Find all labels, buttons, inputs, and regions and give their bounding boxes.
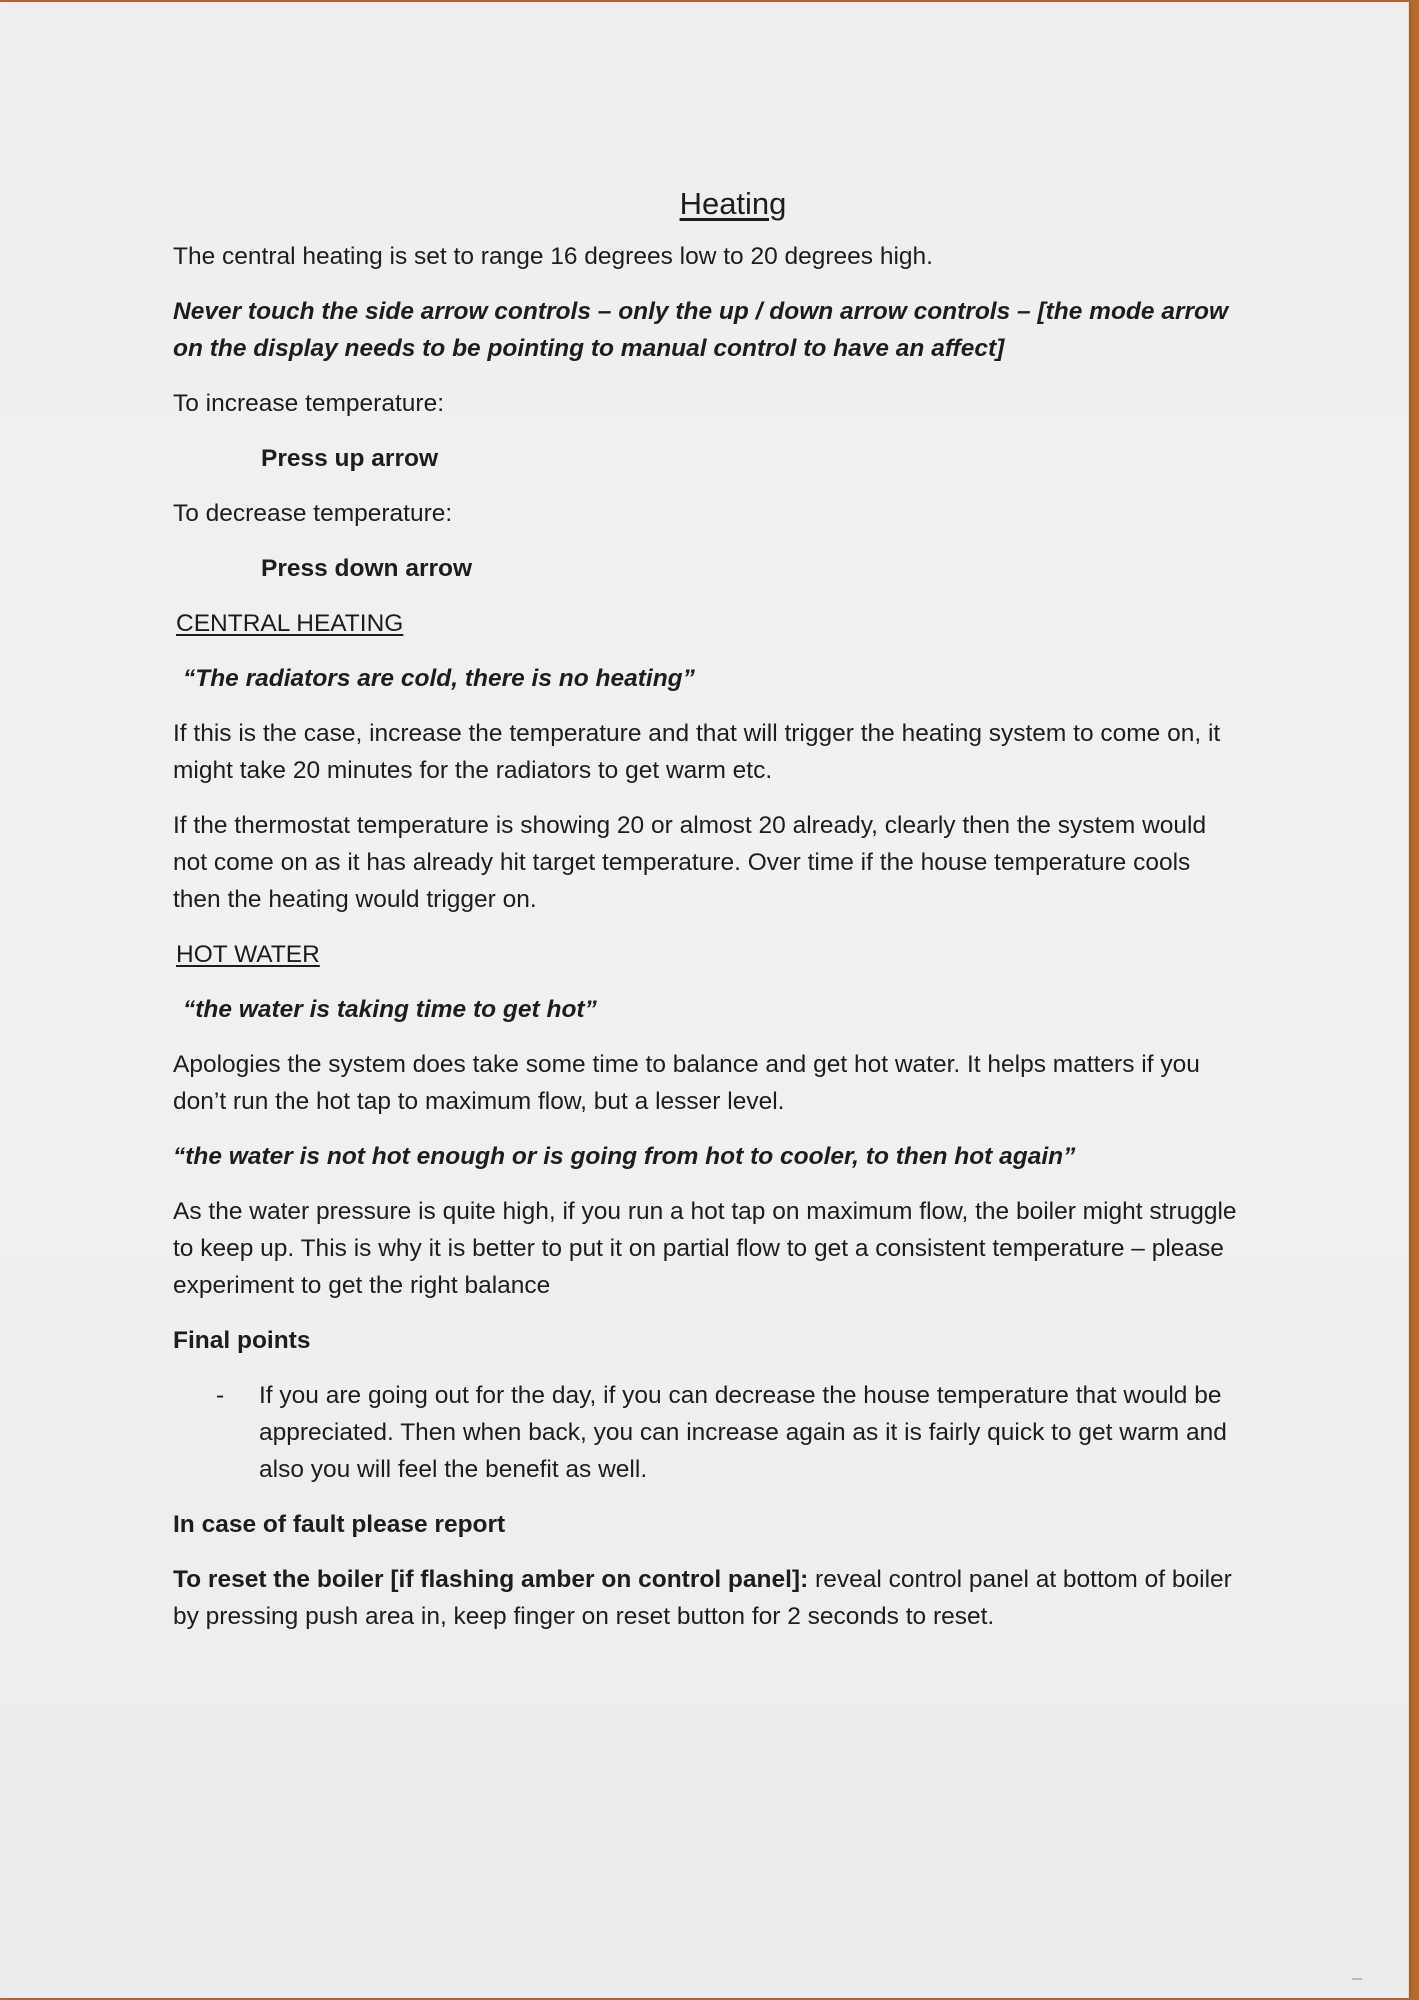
- decrease-label: To decrease temperature:: [173, 500, 453, 527]
- bullet-text: If you are going out for the day, if you can decrease the house temperature that would be appreciated. Then when back, you can increase again as it is fairly quick to get warm and also you will feel the benefit as well.: [259, 1382, 1227, 1483]
- increase-label: To increase temperature:: [173, 390, 444, 417]
- hot-water-heading: HOT WATER: [176, 941, 320, 968]
- final-points-bullet: [173, 1377, 1243, 1488]
- final-points-heading: Final points: [173, 1327, 311, 1354]
- intro-text: The central heating is set to range 16 degrees low to 20 degrees high.: [173, 243, 933, 270]
- central-heating-quote: “The radiators are cold, there is no heating”: [183, 665, 695, 692]
- central-heating-heading: CENTRAL HEATING: [176, 610, 404, 637]
- hot-water-para-1: Apologies the system does take some time to balance and get hot water. It helps matters if you don’t run the hot tap to maximum flow, but a lesser level.: [173, 1051, 1200, 1115]
- warning-text: Never touch the side arrow controls – only the up / down arrow controls – [the mode arrow on the display needs to be pointing to manual control to have an affect]: [173, 298, 1229, 362]
- hot-water-quote-1: “the water is taking time to get hot”: [183, 996, 597, 1023]
- reset-text: reveal control panel at bottom of boiler by pressing push area in, keep finger on reset button for 2 seconds to reset.: [173, 1566, 1232, 1630]
- page-title: Heating: [679, 186, 787, 221]
- reset-instructions: [173, 1561, 1243, 1635]
- paper-sheet: [0, 2, 1409, 1998]
- bullet-marker: -: [216, 1382, 225, 1409]
- central-heating-para-2: If the thermostat temperature is showing 20 or almost 20 already, clearly then the system would not come on as it has already hit target temperature. Over time if the house temperature cools then the heating would trigger on.: [173, 812, 1207, 913]
- hot-water-para-2: As the water pressure is quite high, if you run a hot tap on maximum flow, the boiler might struggle to keep up. This is why it is better to put it on partial flow to get a consistent temperature – please experiment to get the right balance: [173, 1198, 1237, 1299]
- increase-action: Press up arrow: [261, 445, 439, 472]
- fault-heading: In case of fault please report: [173, 1511, 506, 1538]
- central-heating-para-1: If this is the case, increase the temperature and that will trigger the heating system to come on, it might take 20 minutes for the radiators to get warm etc.: [173, 720, 1221, 784]
- document-body: [173, 182, 1243, 1653]
- reset-label: To reset the boiler [if flashing amber on control panel]:: [173, 1566, 809, 1593]
- hot-water-quote-2: “the water is not hot enough or is going from hot to cooler, to then hot again”: [173, 1143, 1076, 1170]
- paper-mark: [1352, 1978, 1362, 1980]
- decrease-action: Press down arrow: [261, 555, 473, 582]
